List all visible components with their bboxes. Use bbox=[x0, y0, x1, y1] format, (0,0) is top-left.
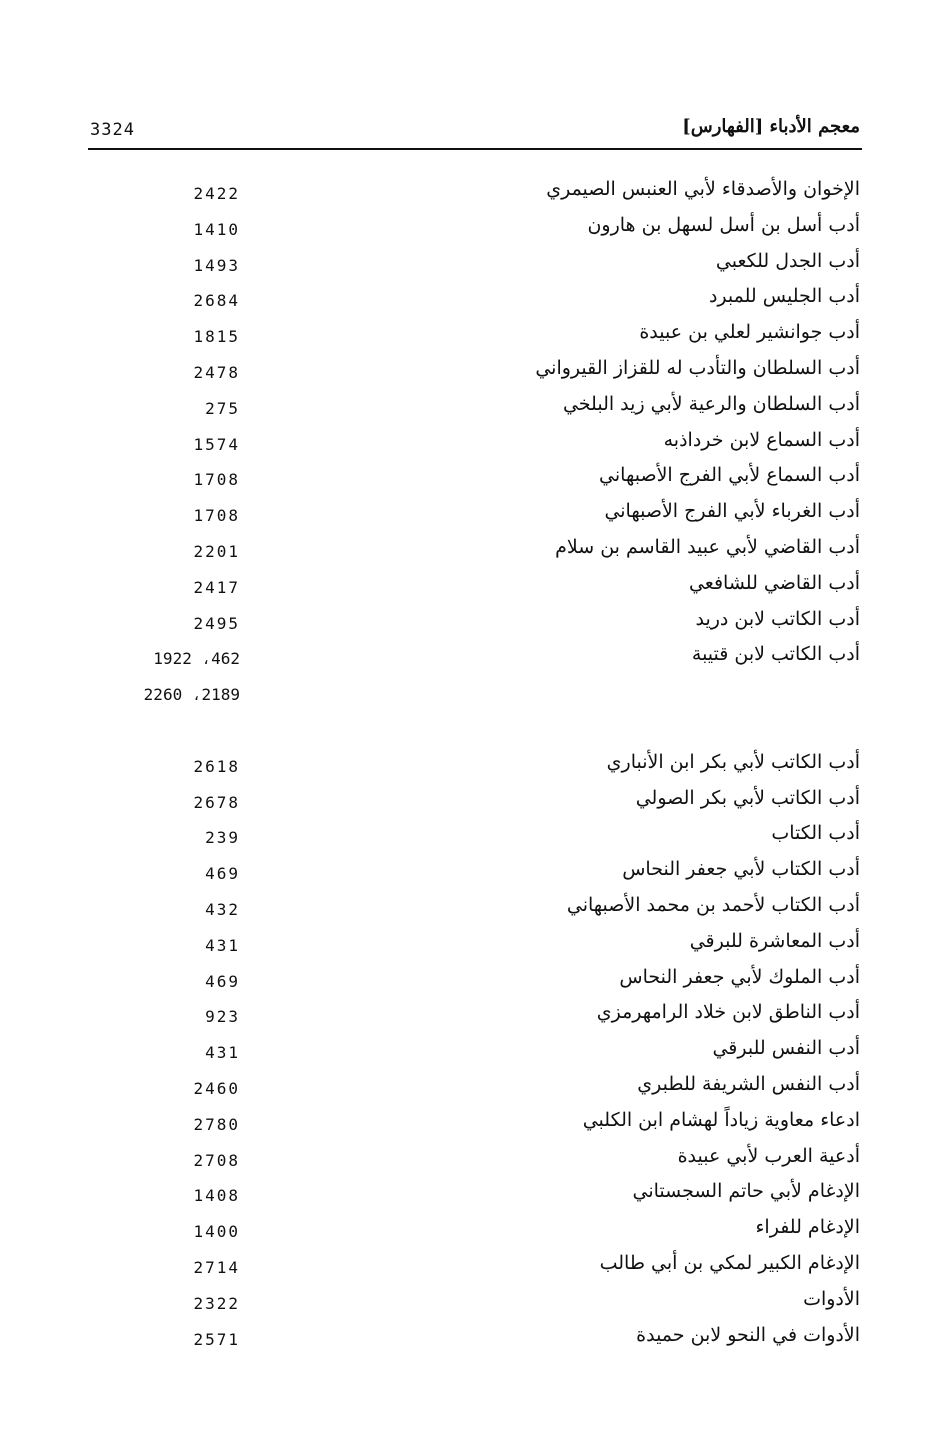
index-entry bbox=[0, 534, 938, 570]
entry-page-numbers: 431 bbox=[205, 1043, 240, 1063]
index-entry bbox=[0, 856, 938, 892]
entry-page-numbers: 923 bbox=[205, 1007, 240, 1027]
index-entry bbox=[0, 964, 938, 1000]
index-entry bbox=[0, 1143, 938, 1179]
entry-title: أدب الجدل للكعبي bbox=[715, 249, 860, 272]
running-header bbox=[88, 116, 862, 150]
index-list bbox=[0, 176, 938, 1357]
index-entry bbox=[0, 355, 938, 391]
entry-title: أدب النفس الشريفة للطبري bbox=[637, 1072, 860, 1095]
index-entry bbox=[0, 283, 938, 319]
entry-page-numbers: 239 bbox=[205, 828, 240, 848]
entry-page-numbers: 469 bbox=[205, 864, 240, 884]
entry-title: أدب الكاتب لأبي بكر الصولي bbox=[635, 786, 860, 809]
entry-title: أدب الغرباء لأبي الفرج الأصبهاني bbox=[604, 500, 860, 523]
entry-title: أدب النفس للبرقي bbox=[712, 1037, 860, 1060]
index-entry bbox=[0, 606, 938, 642]
index-entry bbox=[0, 212, 938, 248]
index-entry bbox=[0, 641, 938, 677]
entry-title: الأدوات في النحو لابن حميدة bbox=[636, 1323, 860, 1346]
index-entry bbox=[0, 1107, 938, 1143]
entry-page-numbers: 431 bbox=[205, 935, 240, 955]
entry-page-numbers: 2260 ،2189 bbox=[143, 685, 240, 705]
entry-page-numbers: 1815 bbox=[193, 327, 240, 347]
entry-title: أدب الناطق لابن خلاد الرامهرمزي bbox=[596, 1001, 860, 1024]
entry-page-numbers: 2714 bbox=[193, 1257, 240, 1277]
entry-title: ادعاء معاوية زياداً لهشام ابن الكلبي bbox=[582, 1108, 860, 1131]
entry-title: أدب جوانشير لعلي بن عبيدة bbox=[639, 321, 860, 344]
index-entry bbox=[0, 892, 938, 928]
index-entry bbox=[0, 248, 938, 284]
entry-page-numbers: 2478 bbox=[193, 362, 240, 382]
entry-title: الإخوان والأصدقاء لأبي العنبس الصيمري bbox=[546, 178, 860, 200]
entry-title: أدعية العرب لأبي عبيدة bbox=[677, 1144, 860, 1167]
index-entry bbox=[0, 785, 938, 821]
entry-page-numbers: 2460 bbox=[193, 1078, 240, 1098]
index-entry bbox=[0, 713, 938, 749]
entry-page-numbers: 1408 bbox=[193, 1186, 240, 1206]
entry-page-numbers: 2708 bbox=[193, 1150, 240, 1170]
index-entry bbox=[0, 677, 938, 713]
entry-page-numbers: 1410 bbox=[193, 219, 240, 239]
index-entry bbox=[0, 570, 938, 606]
entry-title: أدب الكتاب bbox=[771, 822, 860, 845]
entry-title: أدب الكاتب لابن قتيبة bbox=[691, 643, 860, 666]
index-entry bbox=[0, 427, 938, 463]
index-entry bbox=[0, 928, 938, 964]
entry-title: الإدغام الكبير لمكي بن أبي طالب bbox=[599, 1251, 860, 1274]
entry-page-numbers: 2780 bbox=[193, 1114, 240, 1134]
index-entry bbox=[0, 1035, 938, 1071]
entry-title: أدب المعاشرة للبرقي bbox=[689, 929, 860, 952]
entry-page-numbers: 275 bbox=[205, 398, 240, 418]
entry-page-numbers: 432 bbox=[205, 899, 240, 919]
index-entry bbox=[0, 1071, 938, 1107]
entry-title: أدب الكاتب لابن دريد bbox=[695, 607, 860, 630]
entry-page-numbers: 2422 bbox=[193, 184, 240, 203]
entry-title: أدب الكتاب لأحمد بن محمد الأصبهاني bbox=[566, 893, 860, 916]
entry-page-numbers: 2201 bbox=[193, 541, 240, 561]
entry-page-numbers: 2618 bbox=[193, 756, 240, 776]
entry-page-numbers: 1708 bbox=[193, 470, 240, 490]
entry-title: الإدغام لأبي حاتم السجستاني bbox=[632, 1180, 860, 1203]
index-entry bbox=[0, 749, 938, 785]
entry-title: أدب السماع لابن خرداذبه bbox=[663, 428, 860, 451]
entry-title: أدب الجليس للمبرد bbox=[708, 285, 860, 308]
entry-title: الأدوات bbox=[803, 1287, 860, 1310]
index-entry bbox=[0, 1286, 938, 1322]
entry-title: أدب السلطان والرعية لأبي زيد البلخي bbox=[562, 392, 860, 415]
entry-page-numbers: 2571 bbox=[193, 1329, 240, 1349]
entry-page-numbers: 1708 bbox=[193, 506, 240, 526]
entry-title: أدب الكتاب لأبي جعفر النحاس bbox=[622, 858, 860, 881]
index-entry bbox=[0, 999, 938, 1035]
entry-title: أدب أسل بن أسل لسهل بن هارون bbox=[587, 213, 860, 236]
index-entry bbox=[0, 176, 938, 212]
entry-page-numbers: 1574 bbox=[193, 434, 240, 454]
index-entry bbox=[0, 1214, 938, 1250]
index-entry bbox=[0, 1178, 938, 1214]
index-entry bbox=[0, 462, 938, 498]
entry-title: أدب الملوك لأبي جعفر النحاس bbox=[619, 965, 860, 988]
entry-title: أدب الكاتب لأبي بكر ابن الأنباري bbox=[606, 750, 860, 773]
entry-page-numbers: 1493 bbox=[193, 255, 240, 275]
entry-page-numbers: 2417 bbox=[193, 577, 240, 597]
entry-page-numbers: 2678 bbox=[193, 792, 240, 812]
entry-page-numbers: 469 bbox=[205, 971, 240, 991]
entry-page-numbers: 2322 bbox=[193, 1293, 240, 1313]
entry-page-numbers: 2684 bbox=[193, 291, 240, 311]
entry-title: أدب القاضي للشافعي bbox=[688, 571, 860, 594]
index-entry bbox=[0, 391, 938, 427]
entry-title: أدب القاضي لأبي عبيد القاسم بن سلام bbox=[555, 535, 860, 558]
entry-page-numbers: 2495 bbox=[193, 613, 240, 633]
entry-page-numbers: 1922 ،462 bbox=[153, 649, 240, 669]
entry-title: أدب السماع لأبي الفرج الأصبهاني bbox=[599, 464, 860, 487]
entry-title: أدب السلطان والتأدب له للقزاز القيرواني bbox=[535, 356, 860, 379]
index-entry bbox=[0, 820, 938, 856]
index-entry bbox=[0, 319, 938, 355]
book-title: معجم الأدباء [الفهارس] bbox=[682, 116, 860, 137]
page-number: 3324 bbox=[90, 120, 135, 140]
index-entry bbox=[0, 498, 938, 534]
index-entry bbox=[0, 1250, 938, 1286]
index-entry bbox=[0, 1322, 938, 1358]
entry-page-numbers: 1400 bbox=[193, 1222, 240, 1242]
entry-title: الإدغام للفراء bbox=[755, 1216, 860, 1239]
